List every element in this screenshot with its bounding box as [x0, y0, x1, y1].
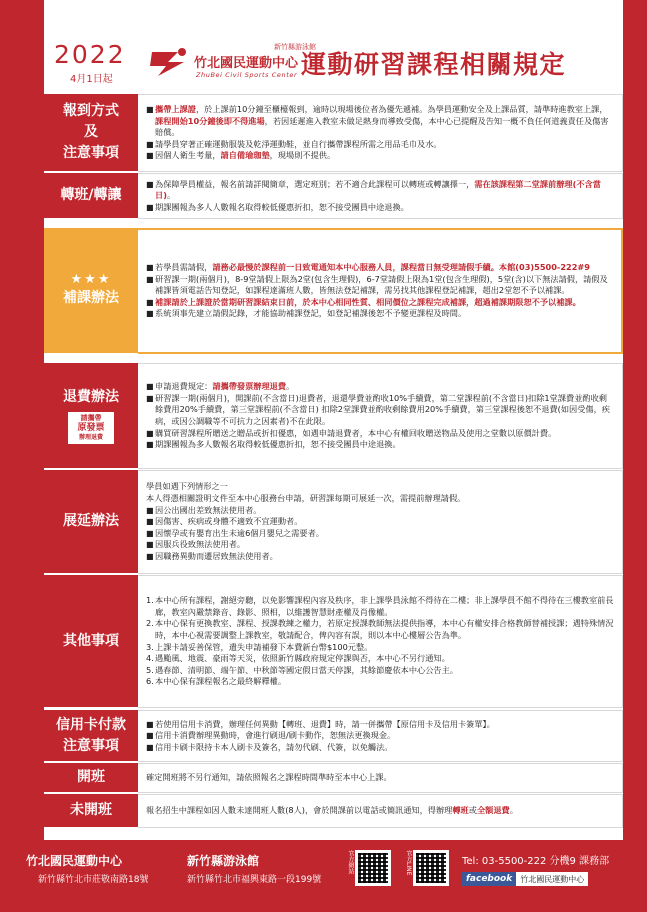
- list-item: ■ 信用卡消費辦理異動時，會進行刷退/刷卡動作，恕無法更換現金。: [146, 730, 396, 741]
- list-item: ■ 申請退費規定：請攜帶發票辦理退費。: [146, 381, 295, 392]
- section-body: [138, 794, 623, 828]
- label-line: 信用卡付款: [56, 716, 126, 733]
- section-extension: [44, 470, 623, 574]
- section-body: [138, 173, 623, 219]
- intro-line: 本人得憑相關證明文件至本中心服務台申請，研習課每期可展延一次，需提前辦理請假。: [146, 493, 466, 504]
- right-red-bar: [623, 0, 647, 840]
- list-item: ■ 若使用信用卡消費，辦理任何異動【轉班、退費】時，請一併攜帶【原信用卡及信用卡簽單】。: [146, 718, 495, 729]
- label-line: 退費辦法: [63, 389, 119, 405]
- footer: [0, 840, 647, 912]
- list-item: ■ 因傷害、疾病或身體不適致不宜運動者。: [146, 516, 303, 527]
- list-item: ■ 期課團報為多人數報名取得較低優惠折扣，恕不接受團員中途退換。: [146, 439, 401, 450]
- section-label: [44, 94, 138, 172]
- label-line: 注意事項: [63, 145, 119, 161]
- open-text: 確定開班將不另行通知，請依照報名之課程時間準時至本中心上課。: [146, 772, 392, 783]
- qr2-label: 官方LINE: [405, 850, 412, 876]
- facebook-icon: facebook: [462, 872, 516, 886]
- section-open: [44, 763, 623, 793]
- section-label: 其他事項: [44, 575, 138, 708]
- list-item: ■ 因服兵役致無法使用者。: [146, 539, 246, 550]
- label-line: 補課辦法: [63, 290, 119, 306]
- center2-name: 新竹縣游泳館: [187, 854, 260, 868]
- list-item: ■ 因公出國出差致無法使用者。: [146, 504, 262, 515]
- list-item: ■ 請學員穿著正確運動服裝及乾淨運動鞋，並自行攜帶課程所需之用品毛巾及水。: [146, 138, 442, 149]
- list-item: ■ 因個人衛生考量，請自備瑜珈墊，現場則不提供。: [146, 150, 336, 161]
- section-label: [44, 710, 138, 762]
- list-item: ■ 因職務異動而遷居致無法使用者。: [146, 550, 278, 561]
- list-item: 3. 上課卡請妥善保管，遺失申請補發下本費新台幣$100元整。: [146, 641, 373, 652]
- list-item: 4. 遇颱風、地震、豪雨等天災，依照新竹縣政府規定停課與否，本中心不另行通知。: [146, 653, 450, 664]
- list-item: ■ 信用卡刷卡限持卡本人刷卡及簽名，請勿代刷、代簽，以免觸法。: [146, 741, 393, 752]
- label-line: 及: [84, 124, 98, 140]
- list-item: 2. 本中心保有更換教室、課程、授課教練之權力，若原定授課教師無法提供指導，本中心有權安排合格教師替補授課；遇特殊情況時，本中心視需要調整上課教室，敬請配合，俾內容有誤，則以本中心樓層公告為準。: [146, 618, 614, 640]
- section-credit-card: [44, 710, 623, 762]
- logo-english-name: ZhuBei Civil Sports Center: [196, 71, 298, 79]
- qr1-label: 官方網站: [347, 850, 354, 874]
- badge-line: 請攜帶: [80, 414, 102, 422]
- website-qr-code-icon[interactable]: [355, 850, 391, 886]
- section-label: 轉班/轉讓: [44, 173, 138, 219]
- refund-badge: [68, 412, 114, 444]
- intro-line: 學員如遇下列情形之一: [146, 481, 228, 492]
- section-body: [138, 228, 623, 354]
- section-body: [138, 575, 623, 708]
- line-qr-code-icon[interactable]: [413, 850, 449, 886]
- list-item: ■ 為保障學員權益，報名前請詳閱簡章，選定班別；若不適合此課程可以轉班或轉讓擇一，需在該課程第二堂課前辦理(不含當日)。: [146, 178, 601, 201]
- left-red-bar: [0, 0, 44, 840]
- list-item: 1. 本中心所有課程，謝絕旁聽，以免影響課程內容及秩序，非上課學員泳館不得待在二樓；非上課學員不館不得待在三樓教室前長廊，教室內嚴禁錄音、錄影、照相，以維護智慧財產權及肖像權。: [146, 595, 614, 617]
- list-item: ■ 研習課一期(兩個月)，8-9堂請假上限為2堂(包含生理假)，6-7堂請假上限為1堂(包含生理假)，5堂(含)以下無法請假，請假及補課皆須電話告知登記，如課程達滿班人數，皆無法登記補課，需另找其他課程登記補課，超出2堂恕不予以補課。: [146, 273, 608, 296]
- section-other: [44, 575, 623, 708]
- facebook-link[interactable]: [462, 872, 588, 886]
- center1-name: 竹北國民運動中心: [26, 854, 123, 868]
- effective-date: 4月1日起: [70, 74, 113, 85]
- list-item: ■ 研習課一期(兩個月)，開課前(不含當日)退費者，退還學費並酌收10%手續費，第二堂課程前(不含當日)扣除1堂課費並酌收剩餘費用20%手續費，第三堂課程前(不含當日) 扣除2堂課費並酌收剩餘費用20%手續費，第三堂課程後恕不退費(如因受傷，疾病，或因公調職等不可抗力之因素者)不在此限。: [146, 392, 610, 426]
- center-logo-icon: [148, 46, 190, 80]
- section-not-open: [44, 794, 623, 828]
- section-label: 開班: [44, 763, 138, 793]
- facebook-page-name: 竹北國民運動中心: [520, 874, 585, 884]
- label-line: 注意事項: [63, 737, 119, 754]
- section-transfer: [44, 173, 623, 219]
- list-item: ■ 購買研習課程所贈送之贈品或折扣優惠，如遇申請退費者，本中心有權回收贈送物品及使用之堂數以原價計費。: [146, 427, 557, 438]
- section-body: [138, 363, 623, 469]
- list-item: ■ 系統須事先建立請假記錄，才能協助補課登記，如登記補課後恕不予變更課程及時間。: [146, 308, 467, 319]
- not-open-text: 報名招生中課程如因人數未達開班人數(8人)，會於開課前以電話或簡訊通知，得辦理轉班或全額退費。: [146, 805, 518, 816]
- list-item: ■ 若學員需請假，請務必最慢於課程前一日致電通知本中心服務人員，課程當日無受理請假手續。本館(03)5500-222#9: [146, 262, 590, 273]
- section-label: [44, 363, 138, 469]
- section-refund: [44, 363, 623, 469]
- list-item: ■ 因懷孕或有嬰育出生未逾6個月嬰兒之需要者。: [146, 527, 324, 538]
- logo-subtitle: 新竹縣游泳館: [274, 43, 316, 51]
- list-item: 6. 本中心保有課程報名之最終解釋權。: [146, 676, 287, 687]
- section-body: [138, 470, 623, 574]
- header: [44, 0, 623, 92]
- section-makeup: [44, 228, 623, 354]
- stars-icon: ★★★: [70, 272, 112, 287]
- section-body: [138, 710, 623, 762]
- section-registration: [44, 94, 623, 172]
- section-label: 展延辦法: [44, 470, 138, 574]
- list-item: 5. 遇春節、清明節、端午節、中秋節等國定假日當天停課，其餘節慶依本中心公告主。: [146, 664, 458, 675]
- phone-number[interactable]: Tel: 03-5500-222 分機9 課務部: [462, 856, 610, 867]
- year: 2022: [54, 40, 126, 69]
- badge-line: 原發票: [77, 423, 105, 433]
- center1-address: 新竹縣竹北市莊敬南路18號: [38, 875, 149, 885]
- label-line: 報到方式: [63, 103, 119, 119]
- section-body: [138, 763, 623, 793]
- list-item: ■ 期課團報為多人人數報名取得較低優惠折扣，恕不接受團員中途退換。: [146, 201, 409, 212]
- section-body: [138, 94, 623, 172]
- list-item: ■ 補課請於上課證於當期研習課結束日前，於本中心相同性質、相同價位之課程完成補課，超過補課期限恕不予以補課。: [146, 296, 581, 307]
- list-item: ■ 攜帶上課證，於上課前10分鐘至櫃檯報到，逾時以現場後位者為優先遞補。為學員運動安全及上課品質，請準時進教室上課，課程開始10分鐘後即不得進場，若因延遲進入教室未做足熱身而導致受傷，本中心已提醒及告知一概不負任何道義責任及傷害賠償。: [146, 104, 609, 138]
- page-title: 運動研習課程相關規定: [301, 50, 567, 79]
- center2-address: 新竹縣竹北市福興東路一段199號: [187, 875, 322, 885]
- section-label: [44, 228, 138, 354]
- badge-line: 辦理退費: [78, 434, 103, 441]
- logo-name: 竹北國民運動中心: [194, 56, 299, 71]
- section-label: 未開班: [44, 794, 138, 828]
